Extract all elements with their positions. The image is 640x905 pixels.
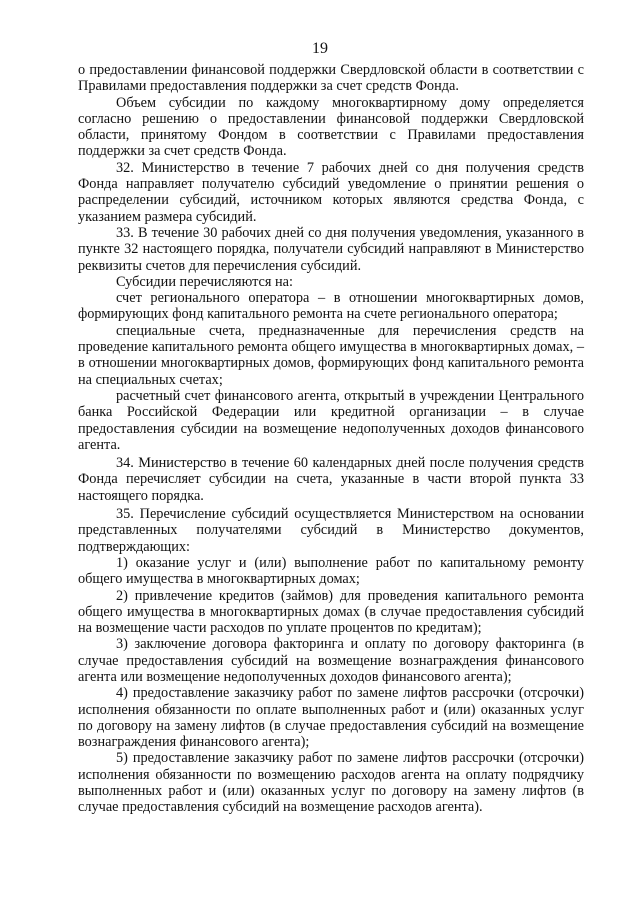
paragraph-special-accounts: специальные счета, предназначенные для перечисления средств на проведение капитального ремонта общего имущества в многоквартирных домах, – в отношении многоквартирных домов, формирующих фонд капитального ремонта на специальных счетах; <box>78 322 584 388</box>
paragraph-clause-33: 33. В течение 30 рабочих дней со дня получения уведомления, указанного в пункте 32 настоящего порядка, получатели субсидий направляют в Министерство реквизиты счетов для перечисления субсидий. <box>78 224 584 274</box>
paragraph-subsidy-volume: Объем субсидии по каждому многоквартирному дому определяется согласно решению о предоставлении финансовой поддержки Свердловской области, принятому Фондом в соответствии с Правилами предоставления поддержки за счет средств Фонда. <box>78 94 584 160</box>
page-number: 19 <box>312 40 328 57</box>
paragraph-regional-operator-account: счет регионального оператора – в отношении многоквартирных домов, формирующих фонд капитального ремонта на счете регионального оператора; <box>78 290 584 323</box>
list-item-1: 1) оказание услуг и (или) выполнение работ по капитальному ремонту общего имущества в многоквартирных домах; <box>78 554 584 588</box>
document-body <box>78 62 584 816</box>
list-item-2: 2) привлечение кредитов (займов) для проведения капитального ремонта общего имущества в многоквартирных домах (в случае предоставления субсидий на возмещение части расходов по уплате процентов по кредитам); <box>78 587 584 637</box>
list-item-5: 5) предоставление заказчику работ по замене лифтов рассрочки (отсрочки) исполнения обязанности по возмещению расходов агента на оплату подрядчику выполненных работ и (или) оказанных услуг по договору на замену лифтов (в случае предоставления субсидий на возмещение расходов агента). <box>78 750 584 816</box>
list-item-3: 3) заключение договора факторинга и оплату по договору факторинга (в случае предоставления субсидий на возмещение вознаграждения финансового агента или возмещение недополученных доходов финансового агента); <box>78 636 584 685</box>
paragraph-continuation: о предоставлении финансовой поддержки Свердловской области в соответствии с Правилами предоставления поддержки за счет средств Фонда. <box>78 62 584 95</box>
paragraph-clause-32: 32. Министерство в течение 7 рабочих дней со дня получения средств Фонда направляет получателю субсидий уведомление о принятии решения о распределении субсидий, источником которых являются средства Фонда, с указанием размера субсидий. <box>78 159 584 225</box>
list-item-4: 4) предоставление заказчику работ по замене лифтов рассрочки (отсрочки) исполнения обязанности по оплате выполненных работ и (или) оказанных услуг по договору на замену лифтов (в случае предоставления субсидий на возмещение вознаграждения финансового агента); <box>78 685 584 751</box>
paragraph-clause-34: 34. Министерство в течение 60 календарных дней после получения средств Фонда перечисляет субсидии на счета, указанные в части второй пункта 33 настоящего порядка. <box>78 455 584 504</box>
paragraph-financial-agent-account: расчетный счет финансового агента, открытый в учреждении Центрального банка Российской Федерации или кредитной организации – в случае предоставления субсидии на возмещение недополученных доходов финансового агента. <box>78 387 584 453</box>
paragraph-transfer-intro: Субсидии перечисляются на: <box>116 273 293 290</box>
paragraph-clause-35: 35. Перечисление субсидий осуществляется Министерством на основании представленных получателями субсидий в Министерство документов, подтверждающих: <box>78 506 584 555</box>
